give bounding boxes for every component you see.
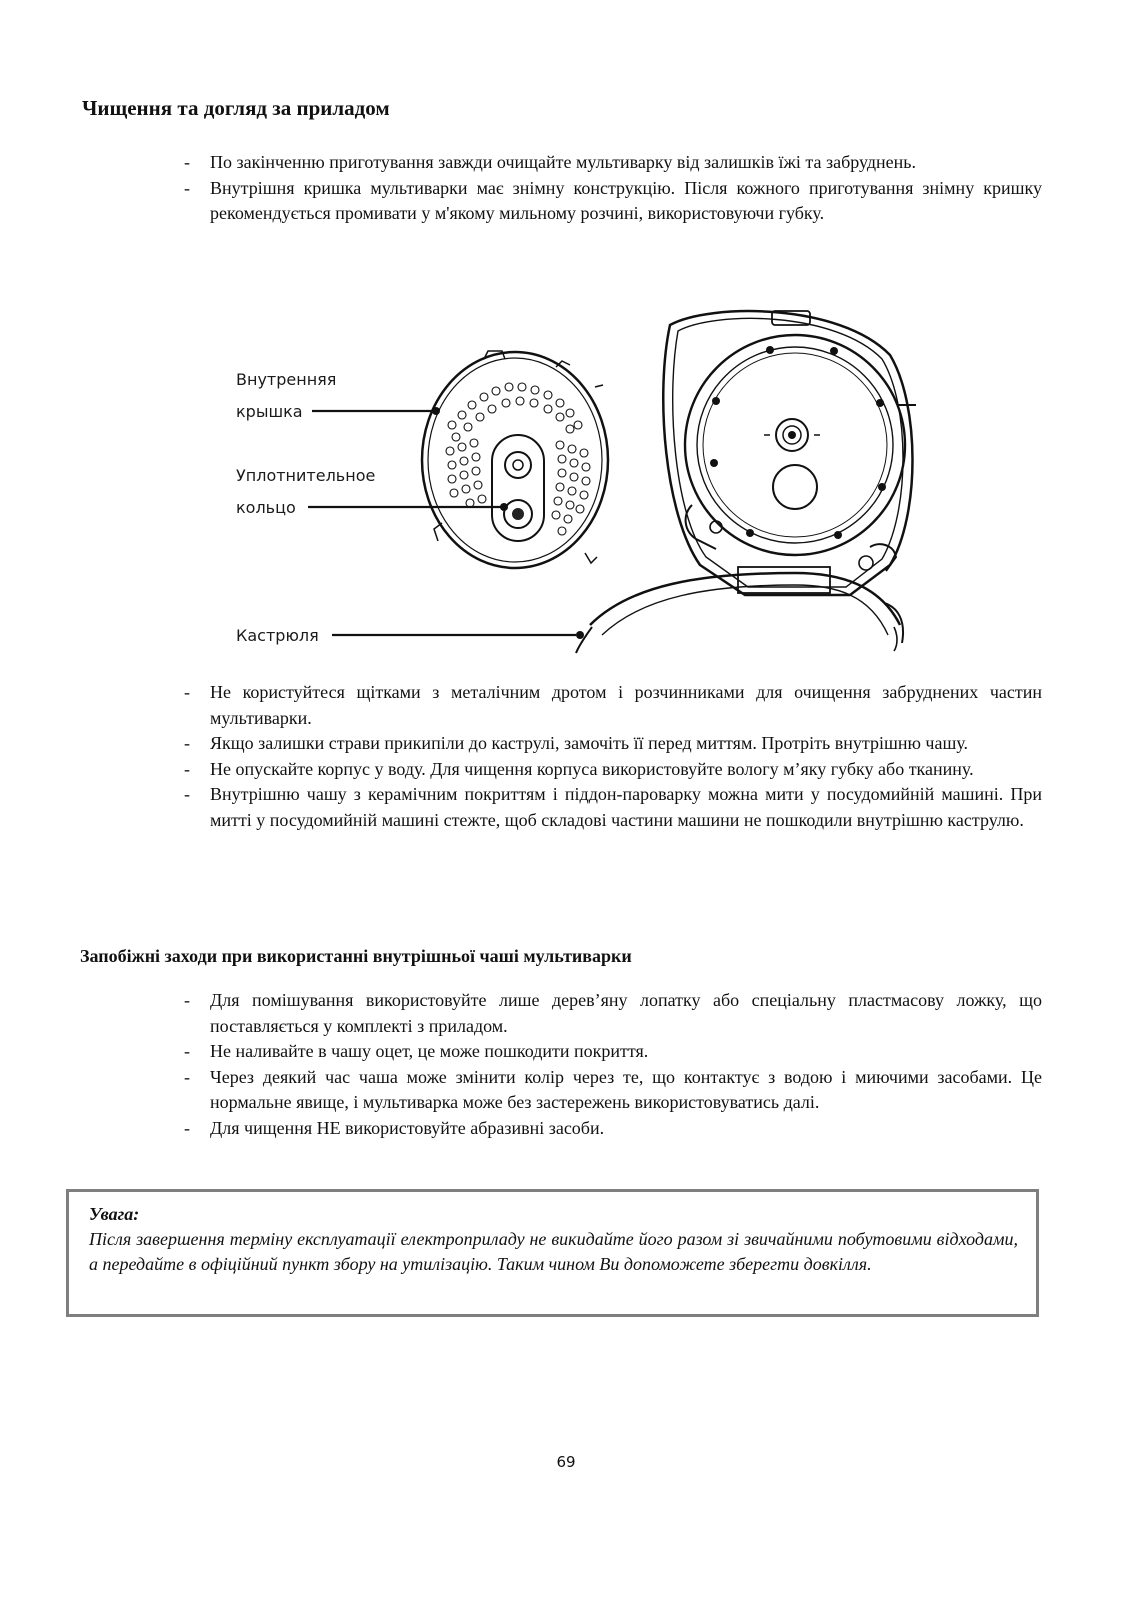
- cleaning-list-2: [184, 680, 1042, 833]
- bullet-dash: -: [184, 1117, 190, 1138]
- bullet-dash: -: [184, 784, 190, 804]
- bullet-dash: -: [184, 1066, 190, 1087]
- list-item: [184, 782, 1042, 833]
- list-item: [184, 680, 1042, 731]
- list-item-text: Внутрішню чашу з керамічним покриттям і піддон-пароварку можна мити у посудомийній машині. При митті у посудомийній машині стежте, щоб складові частини машини не пошкодили внутрішню каструлю.: [210, 784, 1042, 830]
- label-seal-ring-line2: кольцо: [236, 498, 296, 517]
- precautions-list: [184, 988, 1042, 1141]
- list-item-text: Для чищення НЕ використовуйте абразивні засоби.: [210, 1117, 605, 1138]
- cleaning-list: [184, 150, 1042, 227]
- inner-lid-drawing: [422, 351, 608, 568]
- list-item-text: Якщо залишки страви прикипіли до каструлі, замочіть її перед миттям. Протріть внутрішню чашу.: [210, 733, 969, 753]
- list-item-text: Не опускайте корпус у воду. Для чищення корпуса використовуйте вологу м’яку губку або тканину.: [210, 758, 974, 779]
- list-item-text: Внутрішня кришка мультиварки має знімну конструкцію. Після кожного приготування знімну кришку рекомендується промивати у м'якому мильному розчині, використовуючи губку.: [210, 177, 1042, 223]
- list-item-text: Не користуйтеся щітками з металічним дротом і розчинниками для очищення забруднених частин мультиварки.: [210, 682, 1042, 728]
- label-pot: Кастрюля: [236, 626, 319, 645]
- list-item-text: Не наливайте в чашу оцет, це може пошкодити покриття.: [210, 1041, 649, 1061]
- section-heading: Запобіжні заходи при використанні внутрішньої чаші мультиварки: [80, 946, 632, 966]
- label-seal-ring-line1: Уплотнительное: [236, 466, 376, 485]
- warning-box: [66, 1189, 1039, 1317]
- bullet-dash: -: [184, 990, 190, 1010]
- list-item: [184, 1065, 1042, 1116]
- page-title: Чищення та догляд за приладом: [82, 96, 390, 120]
- bullet-dash: -: [184, 682, 190, 702]
- list-item: [184, 757, 1042, 783]
- list-item: [184, 1116, 1042, 1142]
- list-item-text: По закінченню приготування завжди очищайте мультиварку від залишків їжі та забруднень.: [210, 152, 916, 172]
- page-number: 69: [556, 1453, 576, 1471]
- list-item: [184, 731, 1042, 757]
- list-item: [184, 1039, 1042, 1065]
- multicooker-diagram: [230, 295, 930, 665]
- warning-title: Увага:: [89, 1204, 140, 1224]
- list-item: [184, 150, 1042, 176]
- list-item: [184, 176, 1042, 227]
- warning-text: Після завершення терміну експлуатації електроприладу не викидайте його разом зі звичайними побутовими відходами, а передайте в офіційний пункт збору на утилізацію. Таким чином Ви допоможете зберегти довкілля.: [89, 1229, 1018, 1274]
- bullet-dash: -: [184, 177, 190, 198]
- label-inner-lid-line1: Внутренняя: [236, 370, 337, 389]
- list-item: [184, 988, 1042, 1039]
- bullet-dash: -: [184, 733, 190, 753]
- list-item-text: Через деякий час чаша може змінити колір через те, що контактує з водою і миючими засобами. Це нормальне явище, і мультиварка може без застережень використовуватись далі.: [210, 1066, 1042, 1112]
- multicooker-body-drawing: [576, 311, 916, 653]
- multicooker-illustration: [230, 295, 930, 665]
- bullet-dash: -: [184, 1041, 190, 1061]
- bullet-dash: -: [184, 152, 190, 172]
- bullet-dash: -: [184, 758, 190, 779]
- label-inner-lid-line2: крышка: [236, 402, 303, 421]
- list-item-text: Для помішування використовуйте лише дерев’яну лопатку або спеціальну пластмасову ложку, що поставляється у комплекті з приладом.: [210, 990, 1042, 1036]
